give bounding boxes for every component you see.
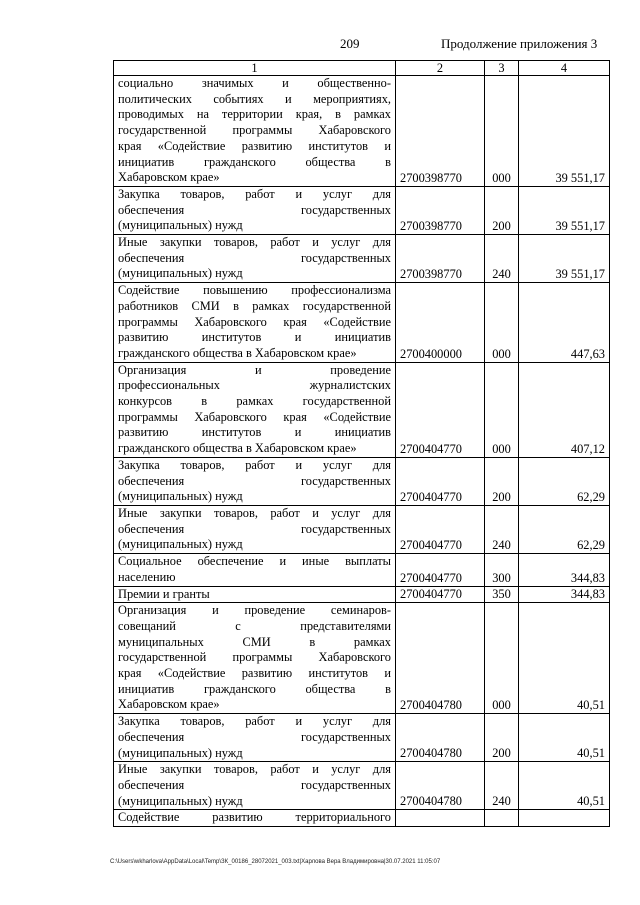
table-row bbox=[114, 76, 610, 187]
row-description bbox=[114, 283, 396, 363]
description-line: программы Хабаровского края «Содействие bbox=[118, 409, 391, 424]
continuation-label: Продолжение приложения 3 bbox=[441, 36, 598, 51]
row-expense-type: 350 bbox=[485, 586, 519, 603]
row-target-code: 2700398770 bbox=[396, 186, 485, 234]
budget-table bbox=[113, 60, 610, 827]
row-amount: 40,51 bbox=[519, 714, 610, 762]
description-line: муниципальных СМИ в рамках bbox=[118, 634, 391, 649]
row-target-code: 2700404780 bbox=[396, 762, 485, 810]
row-expense-type: 200 bbox=[485, 186, 519, 234]
row-expense-type: 240 bbox=[485, 235, 519, 283]
description-line: Хабаровском крае» bbox=[118, 697, 220, 712]
table-row bbox=[114, 283, 610, 363]
row-description bbox=[114, 714, 396, 762]
row-description bbox=[114, 762, 396, 810]
row-amount: 344,83 bbox=[519, 586, 610, 603]
row-description bbox=[114, 186, 396, 234]
row-amount: 39 551,17 bbox=[519, 186, 610, 234]
row-amount: 447,63 bbox=[519, 283, 610, 363]
row-target-code: 2700398770 bbox=[396, 235, 485, 283]
table-row bbox=[114, 586, 610, 603]
description-line: края «Содействие развитию институтов и bbox=[118, 666, 391, 681]
description-line: Содействие повышению профессионализма bbox=[118, 283, 391, 298]
row-amount: 62,29 bbox=[519, 505, 610, 553]
row-amount: 39 551,17 bbox=[519, 235, 610, 283]
table-row bbox=[114, 603, 610, 714]
row-description bbox=[114, 810, 396, 827]
table-row bbox=[114, 186, 610, 234]
description-line: Закупка товаров, работ и услуг для bbox=[118, 186, 391, 201]
row-target-code bbox=[396, 810, 485, 827]
description-line: (муниципальных) нужд bbox=[118, 793, 243, 808]
footer-path: C:\Users\wkharlova\AppData\Local\Temp\ЗК_00186_28072021_003.txt|Харлова Вера Владимировна|30.07.2021 11:05:07 bbox=[110, 859, 441, 865]
column-header: 3 bbox=[485, 61, 519, 76]
row-amount bbox=[519, 810, 610, 827]
description-line: профессиональных журналистских bbox=[118, 378, 391, 393]
description-line: Иные закупки товаров, работ и услуг для bbox=[118, 762, 391, 777]
row-expense-type: 000 bbox=[485, 283, 519, 363]
description-line: конкурсов в рамках государственной bbox=[118, 394, 391, 409]
description-line: (муниципальных) нужд bbox=[118, 489, 243, 504]
row-amount: 40,51 bbox=[519, 762, 610, 810]
row-description bbox=[114, 586, 396, 603]
page-number: 209 bbox=[340, 36, 360, 51]
row-amount: 40,51 bbox=[519, 603, 610, 714]
row-expense-type: 000 bbox=[485, 603, 519, 714]
table-row bbox=[114, 235, 610, 283]
row-expense-type bbox=[485, 810, 519, 827]
row-expense-type: 000 bbox=[485, 362, 519, 457]
description-line: работников СМИ в рамках государственной bbox=[118, 298, 391, 313]
table-row bbox=[114, 810, 610, 827]
table-row bbox=[114, 714, 610, 762]
description-line: Премии и гранты bbox=[118, 586, 210, 601]
description-line: государственной программы Хабаровского bbox=[118, 650, 391, 665]
description-line: обеспечения государственных bbox=[118, 729, 391, 744]
row-expense-type: 200 bbox=[485, 457, 519, 505]
row-expense-type: 300 bbox=[485, 554, 519, 586]
row-target-code: 2700404770 bbox=[396, 457, 485, 505]
row-target-code: 2700404770 bbox=[396, 586, 485, 603]
description-line: (муниципальных) нужд bbox=[118, 537, 243, 552]
description-line: населению bbox=[118, 569, 176, 584]
description-line: Закупка товаров, работ и услуг для bbox=[118, 457, 391, 472]
row-expense-type: 240 bbox=[485, 762, 519, 810]
row-target-code: 2700404780 bbox=[396, 603, 485, 714]
description-line: политических событиях и мероприятиях, bbox=[118, 91, 391, 106]
row-target-code: 2700398770 bbox=[396, 76, 485, 187]
description-line: обеспечения государственных bbox=[118, 777, 391, 792]
row-expense-type: 240 bbox=[485, 505, 519, 553]
table-row bbox=[114, 762, 610, 810]
description-line: (муниципальных) нужд bbox=[118, 745, 243, 760]
row-description bbox=[114, 362, 396, 457]
row-amount: 407,12 bbox=[519, 362, 610, 457]
description-line: Закупка товаров, работ и услуг для bbox=[118, 714, 391, 729]
description-line: программы Хабаровского края «Содействие bbox=[118, 314, 391, 329]
row-description bbox=[114, 505, 396, 553]
description-line: инициатив гражданского общества в bbox=[118, 681, 391, 696]
row-amount: 62,29 bbox=[519, 457, 610, 505]
description-line: проводимых на территории края, в рамках bbox=[118, 107, 391, 122]
row-amount: 39 551,17 bbox=[519, 76, 610, 187]
description-line: (муниципальных) нужд bbox=[118, 266, 243, 281]
row-amount: 344,83 bbox=[519, 554, 610, 586]
description-line: края «Содействие развитию институтов и bbox=[118, 138, 391, 153]
row-target-code: 2700404770 bbox=[396, 505, 485, 553]
description-line: обеспечения государственных bbox=[118, 202, 391, 217]
column-header: 2 bbox=[396, 61, 485, 76]
row-description bbox=[114, 76, 396, 187]
description-line: гражданского общества в Хабаровском крае» bbox=[118, 441, 357, 456]
table-body bbox=[114, 76, 610, 827]
column-header: 1 bbox=[114, 61, 396, 76]
table-row bbox=[114, 505, 610, 553]
description-line: совещаний с представителями bbox=[118, 618, 391, 633]
table-row bbox=[114, 554, 610, 586]
description-line: развитию институтов и инициатив bbox=[118, 425, 391, 440]
table-row bbox=[114, 457, 610, 505]
row-target-code: 2700404770 bbox=[396, 362, 485, 457]
table-row bbox=[114, 362, 610, 457]
description-line: Содействие развитию территориального bbox=[118, 810, 391, 825]
description-line: развитию институтов и инициатив bbox=[118, 330, 391, 345]
row-target-code: 2700404780 bbox=[396, 714, 485, 762]
description-line: Организация и проведение bbox=[118, 362, 391, 377]
description-line: социально значимых и общественно- bbox=[118, 76, 391, 90]
row-description bbox=[114, 235, 396, 283]
row-expense-type: 000 bbox=[485, 76, 519, 187]
row-description bbox=[114, 554, 396, 586]
description-line: инициатив гражданского общества в bbox=[118, 154, 391, 169]
description-line: гражданского общества в Хабаровском крае» bbox=[118, 345, 357, 360]
row-target-code: 2700400000 bbox=[396, 283, 485, 363]
description-line: Социальное обеспечение и иные выплаты bbox=[118, 554, 391, 569]
description-line: обеспечения государственных bbox=[118, 473, 391, 488]
description-line: государственной программы Хабаровского bbox=[118, 123, 391, 138]
row-description bbox=[114, 457, 396, 505]
column-header: 4 bbox=[519, 61, 610, 76]
description-line: обеспечения государственных bbox=[118, 521, 391, 536]
description-line: Иные закупки товаров, работ и услуг для bbox=[118, 505, 391, 520]
table-header-row bbox=[114, 61, 610, 76]
description-line: обеспечения государственных bbox=[118, 250, 391, 265]
description-line: Иные закупки товаров, работ и услуг для bbox=[118, 235, 391, 250]
description-line: Организация и проведение семинаров- bbox=[118, 603, 391, 618]
row-description bbox=[114, 603, 396, 714]
description-line: (муниципальных) нужд bbox=[118, 218, 243, 233]
row-expense-type: 200 bbox=[485, 714, 519, 762]
row-target-code: 2700404770 bbox=[396, 554, 485, 586]
description-line: Хабаровском крае» bbox=[118, 170, 220, 185]
